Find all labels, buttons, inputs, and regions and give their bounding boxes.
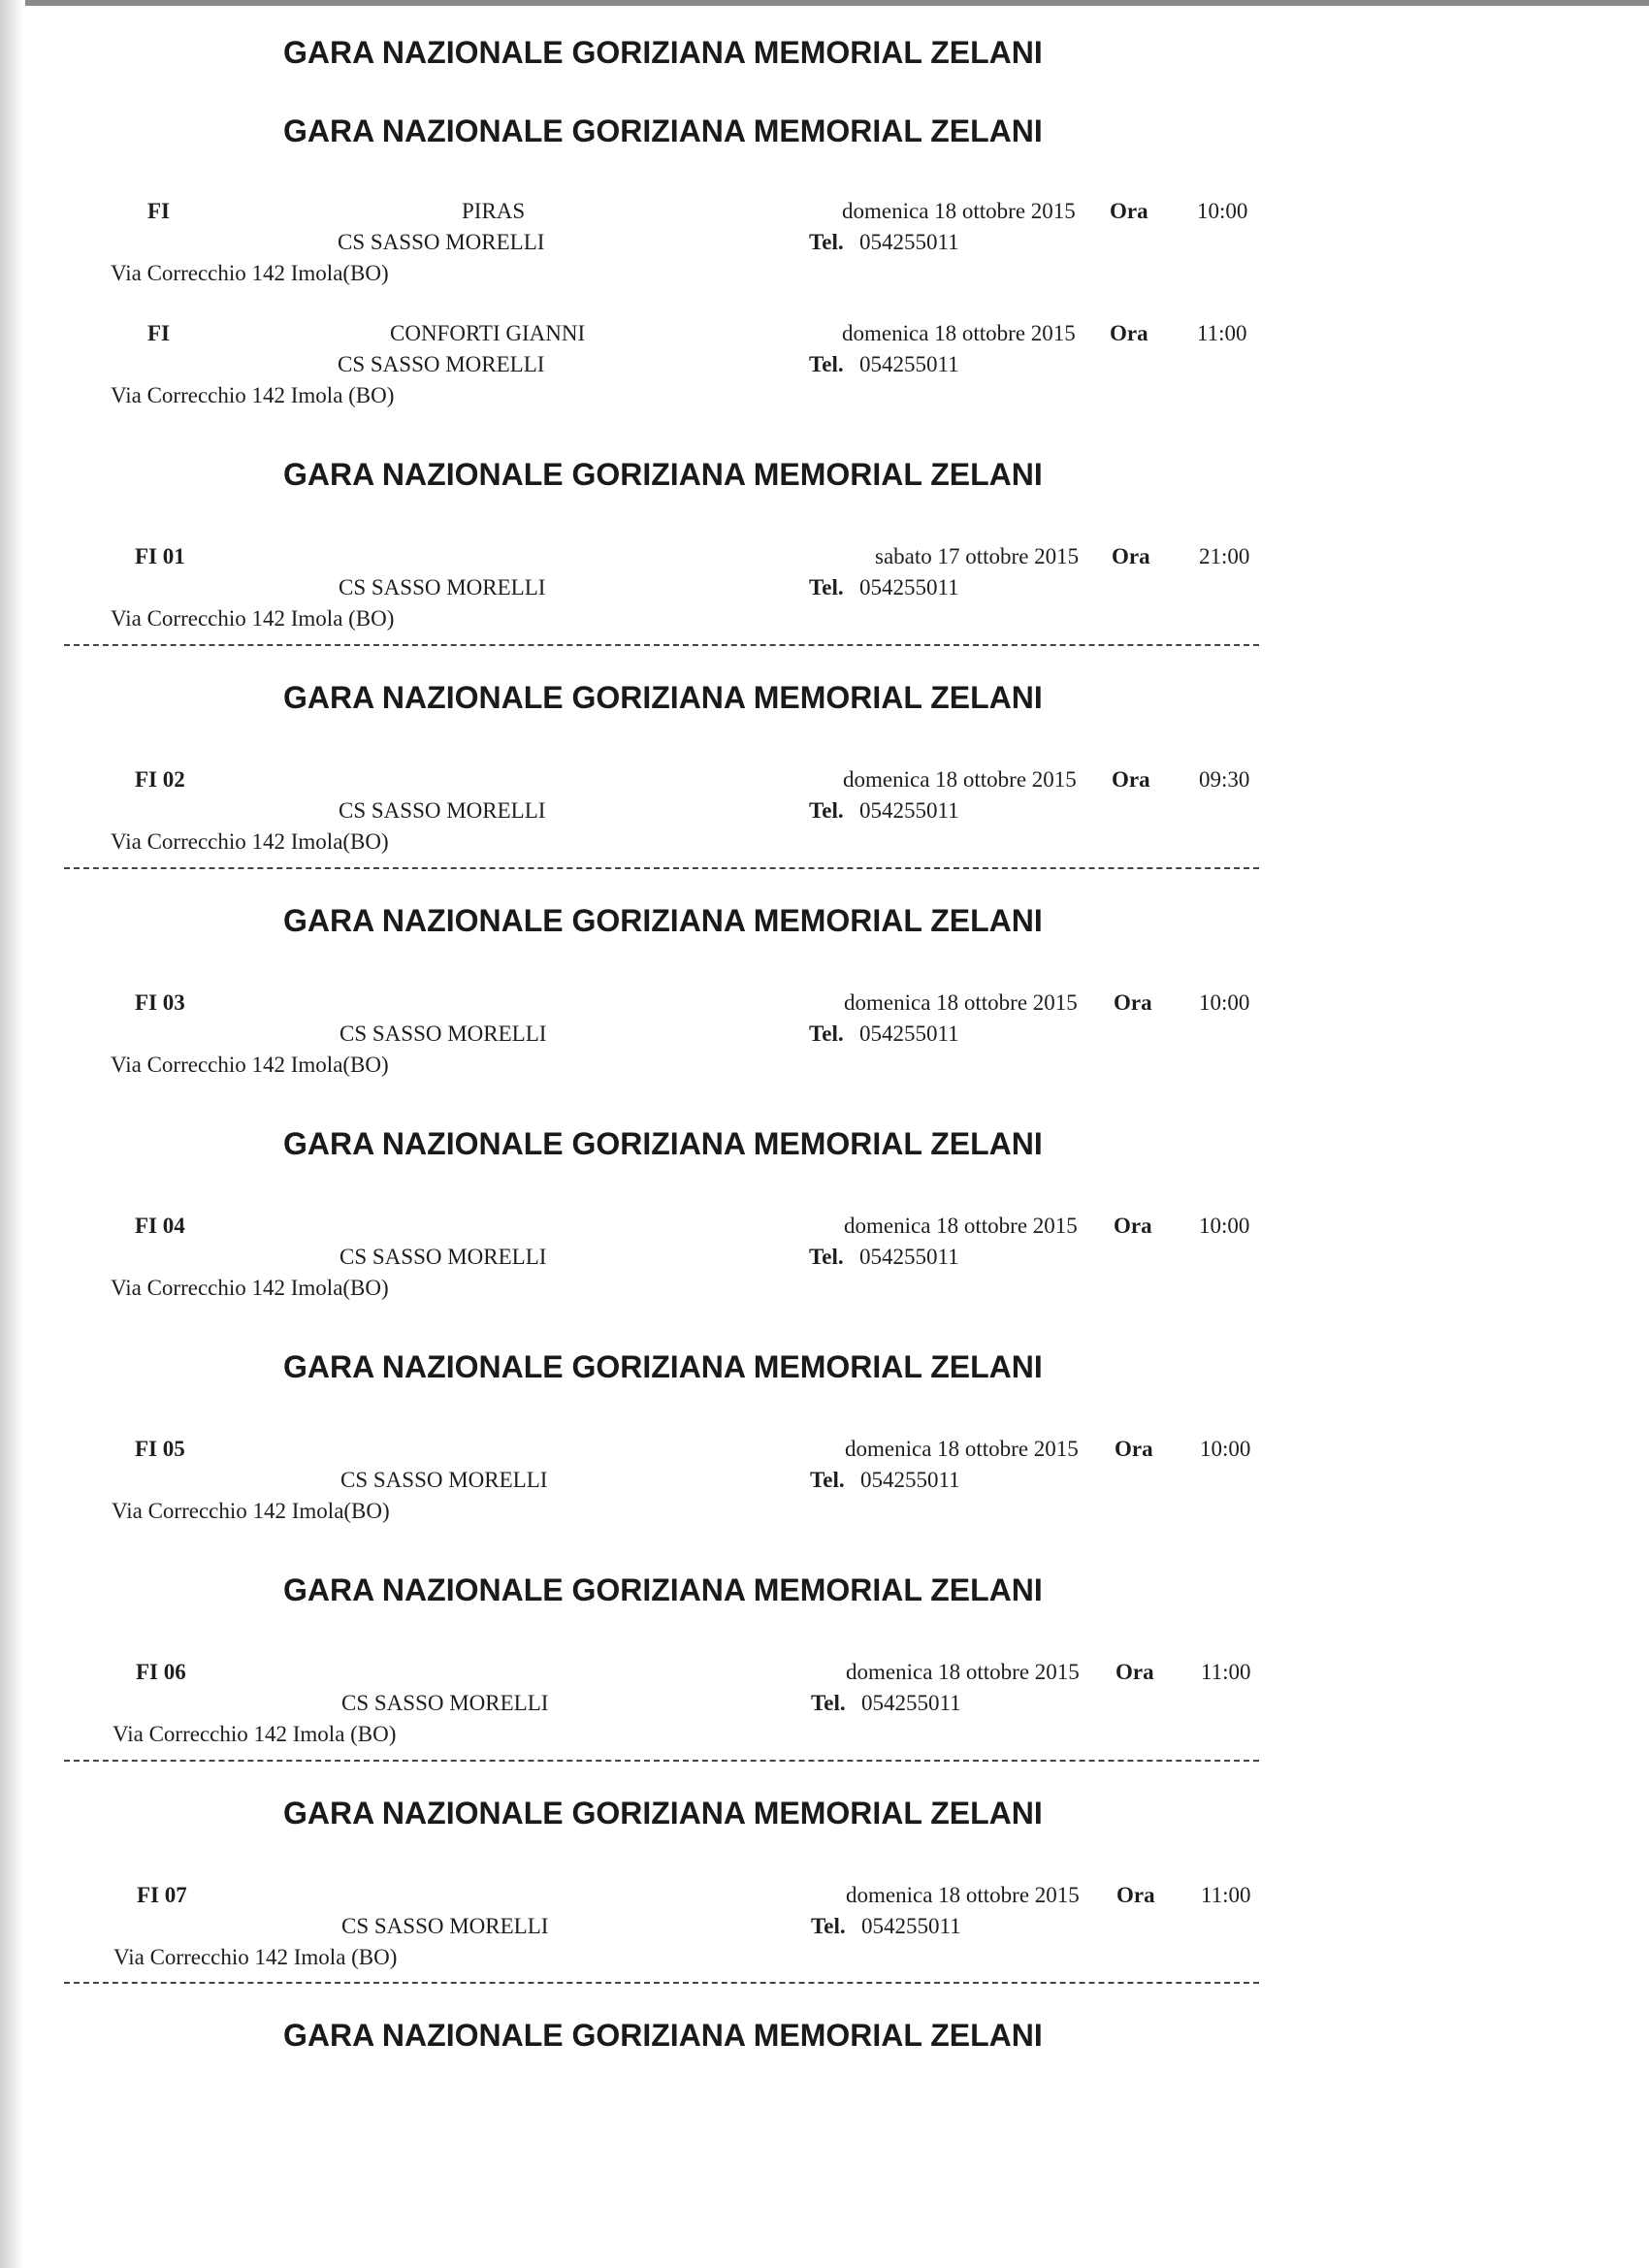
section-title: GARA NAZIONALE GORIZIANA MEMORIAL ZELANI — [283, 680, 1043, 715]
record-venue: CS SASSO MORELLI — [340, 1245, 547, 1269]
record-date: domenica 18 ottobre 2015 — [842, 199, 1076, 223]
record-time: 21:00 — [1199, 544, 1250, 568]
section-title: GARA NAZIONALE GORIZIANA MEMORIAL ZELANI — [283, 113, 1043, 148]
tel-label: Tel. — [811, 1914, 846, 1938]
record-address: Via Correcchio 142 Imola (BO) — [111, 606, 395, 631]
record — [0, 1213, 1280, 1319]
cut-line — [64, 1982, 1259, 1984]
tel-label: Tel. — [809, 230, 844, 254]
record-address: Via Correcchio 142 Imola(BO) — [111, 1276, 389, 1300]
record-code: FI — [147, 199, 170, 223]
record-date: domenica 18 ottobre 2015 — [844, 990, 1078, 1015]
record-code: FI 01 — [135, 544, 185, 568]
record-code: FI 05 — [135, 1437, 185, 1461]
record-tel: 054255011 — [859, 1245, 959, 1269]
time-label: Ora — [1115, 1437, 1153, 1461]
record-code: FI — [147, 321, 170, 345]
record-date: domenica 18 ottobre 2015 — [844, 1214, 1078, 1238]
record-venue: CS SASSO MORELLI — [341, 1914, 549, 1938]
section-title: GARA NAZIONALE GORIZIANA MEMORIAL ZELANI — [283, 1349, 1043, 1384]
tel-label: Tel. — [809, 1245, 844, 1269]
record-address: Via Correcchio 142 Imola(BO) — [112, 1499, 390, 1523]
record-name: PIRAS — [462, 199, 526, 223]
tel-label: Tel. — [809, 1021, 844, 1046]
record-date: sabato 17 ottobre 2015 — [875, 544, 1080, 568]
record-tel: 054255011 — [859, 352, 959, 376]
record-time: 09:30 — [1199, 767, 1250, 792]
time-label: Ora — [1116, 1883, 1155, 1907]
record-time: 10:00 — [1199, 990, 1250, 1015]
section-title: GARA NAZIONALE GORIZIANA MEMORIAL ZELANI — [283, 457, 1043, 492]
record-date: domenica 18 ottobre 2015 — [842, 321, 1076, 345]
record-time: 11:00 — [1201, 1660, 1251, 1684]
record-address: Via Correcchio 142 Imola(BO) — [111, 261, 389, 285]
section-title: GARA NAZIONALE GORIZIANA MEMORIAL ZELANI — [283, 903, 1043, 938]
record-tel: 054255011 — [860, 1468, 960, 1492]
record-time: 11:00 — [1201, 1883, 1251, 1907]
section-title: GARA NAZIONALE GORIZIANA MEMORIAL ZELANI — [283, 35, 1043, 70]
section-title: GARA NAZIONALE GORIZIANA MEMORIAL ZELANI — [283, 1126, 1043, 1161]
record-code: FI 03 — [135, 990, 185, 1015]
record-venue: CS SASSO MORELLI — [338, 230, 545, 254]
tel-label: Tel. — [809, 575, 844, 599]
time-label: Ora — [1114, 990, 1152, 1015]
tel-label: Tel. — [811, 1691, 846, 1715]
record — [0, 543, 1280, 650]
record-tel: 054255011 — [859, 1021, 959, 1046]
record-time: 10:00 — [1197, 199, 1248, 223]
time-label: Ora — [1112, 544, 1150, 568]
record-venue: CS SASSO MORELLI — [339, 575, 546, 599]
cut-line — [64, 644, 1259, 646]
scan-top-edge — [0, 0, 1649, 6]
cut-line — [64, 867, 1259, 869]
record-venue: CS SASSO MORELLI — [338, 352, 545, 376]
record-tel: 054255011 — [861, 1691, 961, 1715]
record-time: 10:00 — [1199, 1214, 1250, 1238]
record-code: FI 06 — [136, 1660, 186, 1684]
record-date: domenica 18 ottobre 2015 — [843, 767, 1077, 792]
record-address: Via Correcchio 142 Imola(BO) — [111, 1053, 389, 1077]
record — [0, 1436, 1280, 1542]
record-address: Via Correcchio 142 Imola (BO) — [111, 383, 395, 407]
tel-label: Tel. — [809, 352, 844, 376]
record — [0, 1882, 1280, 1989]
record-time: 11:00 — [1197, 321, 1247, 345]
record — [0, 198, 1280, 305]
tel-label: Tel. — [809, 798, 844, 823]
record-address: Via Correcchio 142 Imola (BO) — [113, 1945, 398, 1969]
record-code: FI 04 — [135, 1214, 185, 1238]
record — [0, 766, 1280, 873]
section-title: GARA NAZIONALE GORIZIANA MEMORIAL ZELANI — [283, 1572, 1043, 1607]
record-address: Via Correcchio 142 Imola(BO) — [111, 829, 389, 854]
record-tel: 054255011 — [859, 798, 959, 823]
time-label: Ora — [1116, 1660, 1154, 1684]
record-tel: 054255011 — [861, 1914, 961, 1938]
record-tel: 054255011 — [859, 230, 959, 254]
record-code: FI 02 — [135, 767, 185, 792]
tel-label: Tel. — [810, 1468, 845, 1492]
record — [0, 320, 1280, 427]
record — [0, 989, 1280, 1096]
record-date: domenica 18 ottobre 2015 — [846, 1660, 1080, 1684]
time-label: Ora — [1110, 321, 1148, 345]
record — [0, 1659, 1280, 1766]
time-label: Ora — [1110, 199, 1148, 223]
record-date: domenica 18 ottobre 2015 — [846, 1883, 1080, 1907]
record-address: Via Correcchio 142 Imola (BO) — [113, 1722, 397, 1746]
cut-line — [64, 1760, 1259, 1762]
record-time: 10:00 — [1200, 1437, 1251, 1461]
time-label: Ora — [1114, 1214, 1152, 1238]
record-venue: CS SASSO MORELLI — [341, 1691, 549, 1715]
record-code: FI 07 — [137, 1883, 187, 1907]
section-title: GARA NAZIONALE GORIZIANA MEMORIAL ZELANI — [283, 2018, 1043, 2053]
section-title: GARA NAZIONALE GORIZIANA MEMORIAL ZELANI — [283, 1796, 1043, 1831]
record-venue: CS SASSO MORELLI — [340, 1021, 547, 1046]
record-venue: CS SASSO MORELLI — [340, 1468, 548, 1492]
time-label: Ora — [1112, 767, 1150, 792]
record-name: CONFORTI GIANNI — [390, 321, 586, 345]
record-tel: 054255011 — [859, 575, 959, 599]
record-date: domenica 18 ottobre 2015 — [845, 1437, 1079, 1461]
record-venue: CS SASSO MORELLI — [339, 798, 546, 823]
